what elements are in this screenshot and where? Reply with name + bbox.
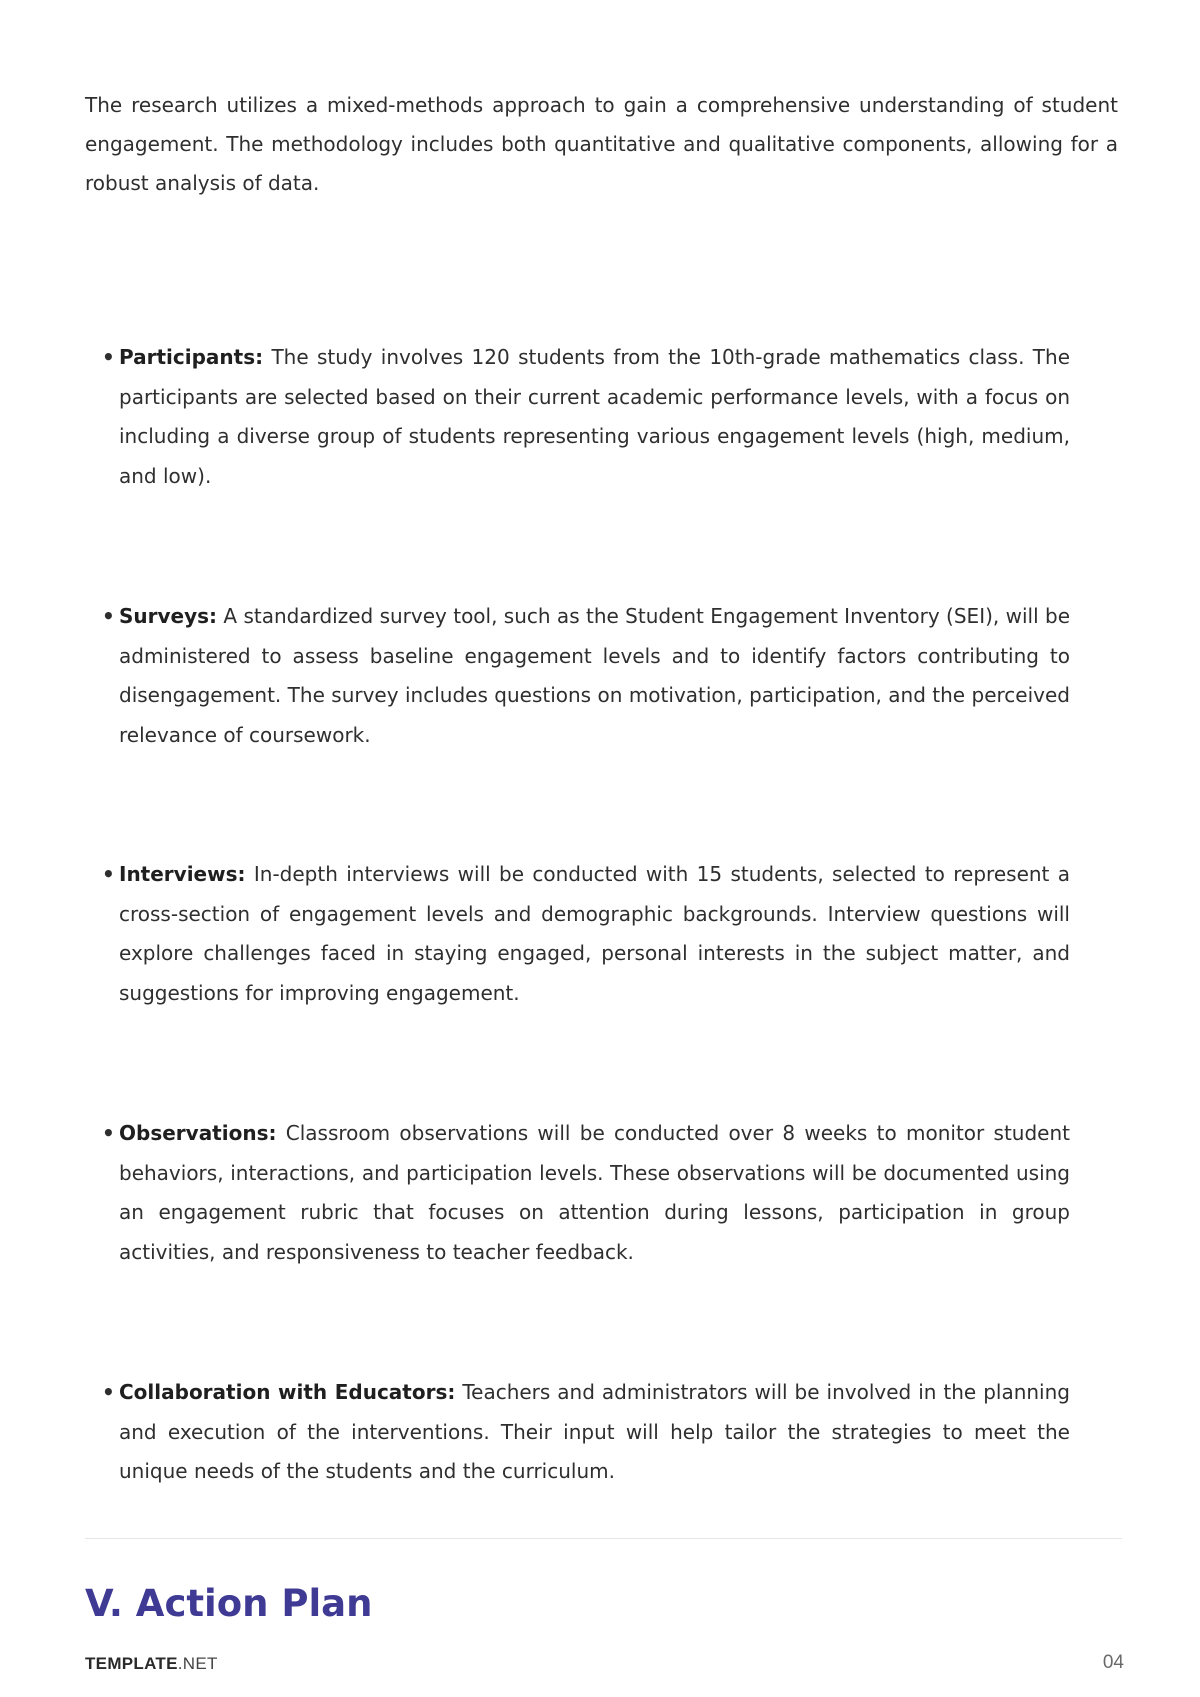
bullet-text: Teachers and administrators will be involved in the planning and execution of the interventions. Their input will help tailor the strategies to meet the unique needs of the students and the curriculum.	[119, 1380, 1070, 1483]
footer-brand-logo	[85, 1654, 218, 1674]
list-item-interviews	[102, 855, 1070, 1013]
list-item-surveys	[102, 597, 1070, 755]
page-number: 04	[1102, 1652, 1124, 1673]
bullet-term: Surveys:	[119, 604, 218, 628]
bullet-term: Interviews:	[119, 862, 246, 886]
bullet-marker: •	[102, 345, 115, 369]
section-heading: V. Action Plan	[85, 1582, 373, 1625]
list-item-observations	[102, 1114, 1070, 1272]
brand-name: TEMPLATE	[85, 1654, 178, 1673]
bullet-term: Participants:	[119, 345, 264, 369]
list-item-participants	[102, 338, 1070, 496]
bullet-text: In-depth interviews will be conducted with 15 students, selected to represent a cross-section of engagement levels and demographic backgrounds. Interview questions will explore challenges faced in staying engaged, personal interests in the subject matter, and suggestions for improving engagement.	[119, 862, 1070, 1005]
intro-paragraph: The research utilizes a mixed-methods approach to gain a comprehensive understanding of student engagement. The methodology includes both quantitative and qualitative components, allowing for a robust analysis of data.	[85, 93, 1118, 195]
bullet-marker: •	[102, 604, 115, 628]
list-item-collaboration	[102, 1373, 1070, 1492]
bullet-text: A standardized survey tool, such as the Student Engagement Inventory (SEI), will be administered to assess baseline engagement levels and to identify factors contributing to disengagement. The survey includes questions on motivation, participation, and the perceived relevance of coursework.	[119, 604, 1070, 747]
bullet-text: Classroom observations will be conducted over 8 weeks to monitor student behaviors, interactions, and participation levels. These observations will be documented using an engagement rubric that focuses on attention during lessons, participation in group activities, and responsiveness to teacher feedback.	[119, 1121, 1070, 1264]
bullet-marker: •	[102, 1380, 115, 1404]
bullet-marker: •	[102, 1121, 115, 1145]
bullet-text: The study involves 120 students from the 10th-grade mathematics class. The participants are selected based on their current academic performance levels, with a focus on including a diverse group of students representing various engagement levels (high, medium, and low).	[119, 345, 1070, 488]
section-divider	[85, 1538, 1122, 1539]
brand-suffix: .NET	[177, 1654, 218, 1673]
bullet-term: Collaboration with Educators:	[119, 1380, 456, 1404]
bullet-marker: •	[102, 862, 115, 886]
bullet-term: Observations:	[119, 1121, 277, 1145]
